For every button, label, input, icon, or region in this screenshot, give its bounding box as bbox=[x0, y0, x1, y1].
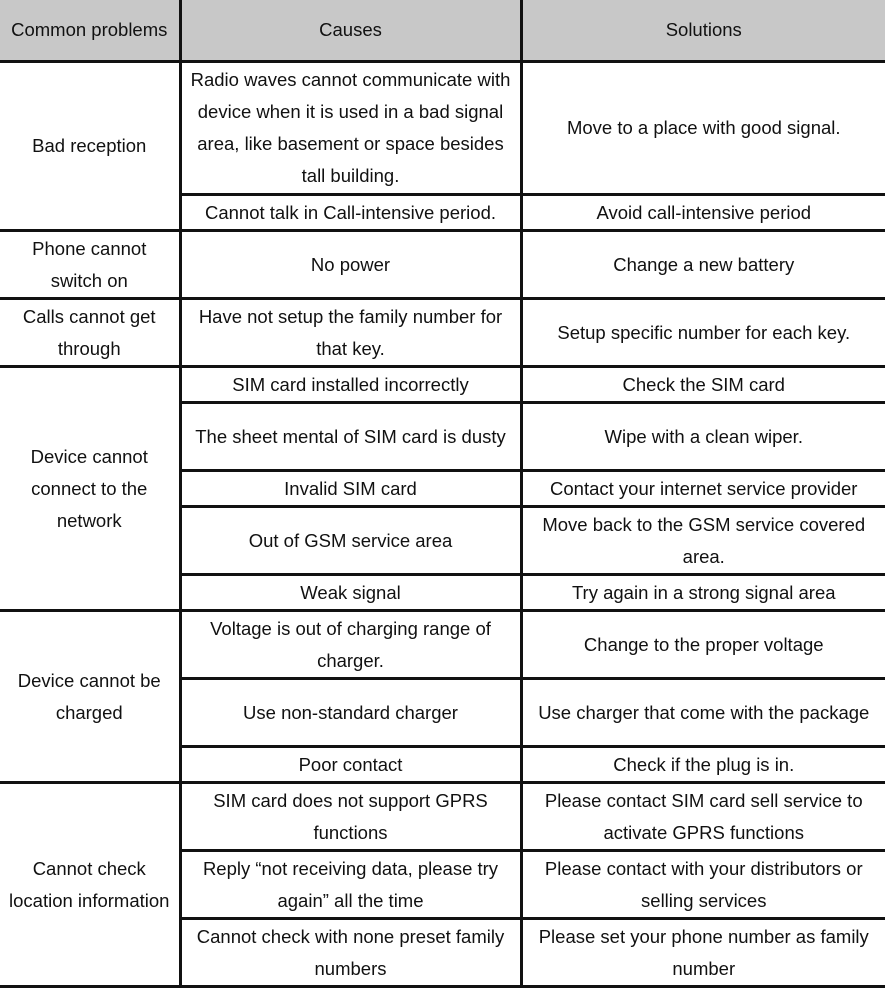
solution-cell: Please set your phone number as family number bbox=[521, 919, 885, 987]
cause-cell: Poor contact bbox=[180, 747, 521, 783]
problem-cell: Bad reception bbox=[0, 62, 180, 231]
solution-cell: Wipe with a clean wiper. bbox=[521, 403, 885, 471]
cause-cell: Weak signal bbox=[180, 575, 521, 611]
cause-cell: The sheet mental of SIM card is dusty bbox=[180, 403, 521, 471]
header-common-problems: Common problems bbox=[0, 0, 180, 62]
header-causes: Causes bbox=[180, 0, 521, 62]
solution-cell: Contact your internet service provider bbox=[521, 471, 885, 507]
table-row bbox=[0, 783, 885, 851]
table-row bbox=[0, 62, 885, 195]
solution-cell: Change to the proper voltage bbox=[521, 611, 885, 679]
cause-cell: Out of GSM service area bbox=[180, 507, 521, 575]
cause-cell: Have not setup the family number for that key. bbox=[180, 299, 521, 367]
solution-cell: Please contact with your distributors or selling services bbox=[521, 851, 885, 919]
cause-cell: Radio waves cannot communicate with device when it is used in a bad signal area, like basement or space besides tall building. bbox=[180, 62, 521, 195]
table-row bbox=[0, 367, 885, 403]
problem-cell: Calls cannot get through bbox=[0, 299, 180, 367]
problem-cell: Device cannot be charged bbox=[0, 611, 180, 783]
problem-cell: Phone cannot switch on bbox=[0, 231, 180, 299]
solution-cell: Move back to the GSM service covered area. bbox=[521, 507, 885, 575]
cause-cell: Reply “not receiving data, please try again” all the time bbox=[180, 851, 521, 919]
problem-cell: Cannot check location information bbox=[0, 783, 180, 987]
cause-cell: Voltage is out of charging range of charger. bbox=[180, 611, 521, 679]
solution-cell: Move to a place with good signal. bbox=[521, 62, 885, 195]
cause-cell: SIM card installed incorrectly bbox=[180, 367, 521, 403]
cause-cell: Cannot check with none preset family numbers bbox=[180, 919, 521, 987]
problem-cell: Device cannot connect to the network bbox=[0, 367, 180, 611]
table-header bbox=[0, 0, 885, 62]
cause-cell: Cannot talk in Call-intensive period. bbox=[180, 195, 521, 231]
table-row bbox=[0, 299, 885, 367]
table-row bbox=[0, 231, 885, 299]
solution-cell: Avoid call-intensive period bbox=[521, 195, 885, 231]
table-body bbox=[0, 62, 885, 987]
solution-cell: Use charger that come with the package bbox=[521, 679, 885, 747]
table-row bbox=[0, 611, 885, 679]
solution-cell: Please contact SIM card sell service to activate GPRS functions bbox=[521, 783, 885, 851]
header-solutions: Solutions bbox=[521, 0, 885, 62]
solution-cell: Try again in a strong signal area bbox=[521, 575, 885, 611]
solution-cell: Check if the plug is in. bbox=[521, 747, 885, 783]
header-row bbox=[0, 0, 885, 62]
cause-cell: No power bbox=[180, 231, 521, 299]
solution-cell: Check the SIM card bbox=[521, 367, 885, 403]
solution-cell: Setup specific number for each key. bbox=[521, 299, 885, 367]
cause-cell: Use non-standard charger bbox=[180, 679, 521, 747]
cause-cell: SIM card does not support GPRS functions bbox=[180, 783, 521, 851]
solution-cell: Change a new battery bbox=[521, 231, 885, 299]
cause-cell: Invalid SIM card bbox=[180, 471, 521, 507]
